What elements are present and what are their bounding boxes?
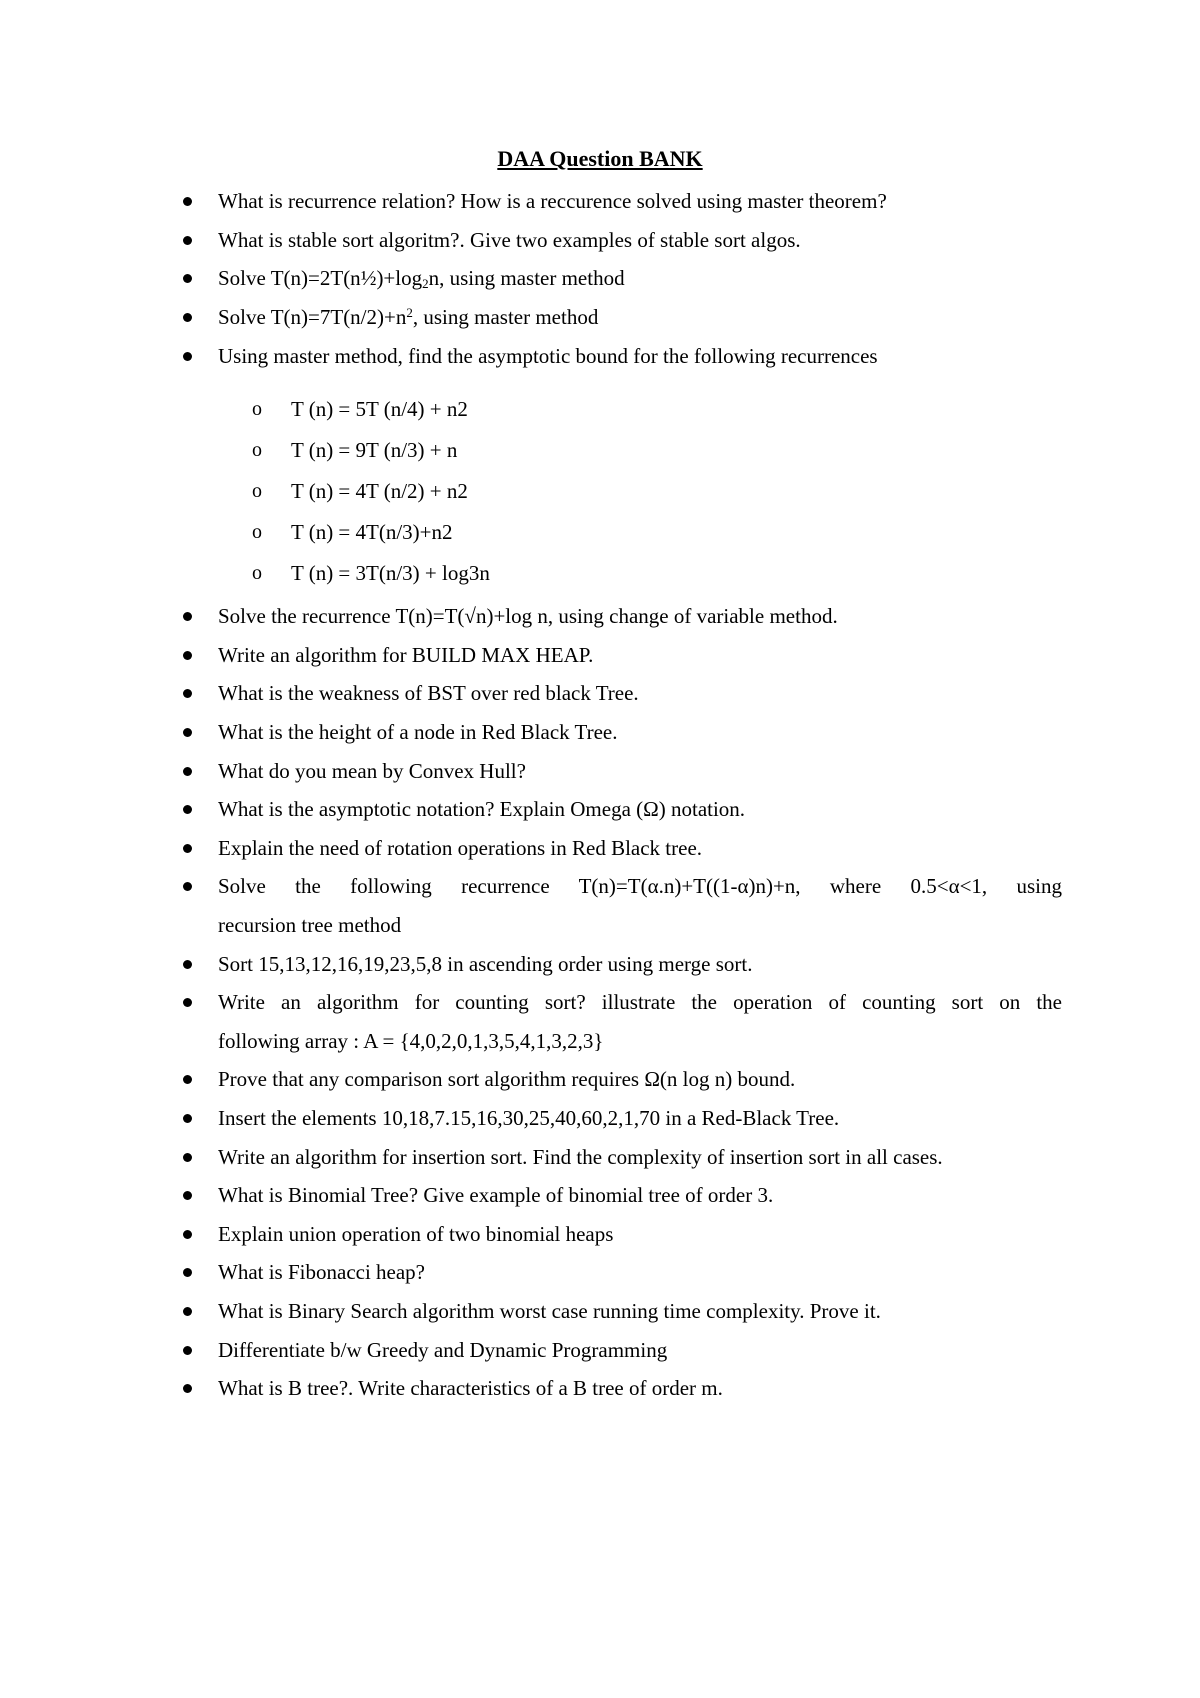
bullet-icon — [183, 197, 192, 206]
circle-bullet-icon: o — [252, 439, 262, 461]
list-item — [0, 673, 1200, 713]
list-item — [0, 751, 1200, 791]
question-text: Explain the need of rotation operations in Red Black tree. — [218, 836, 703, 860]
bullet-icon — [183, 1230, 192, 1239]
question-text: Differentiate b/w Greedy and Dynamic Programming — [218, 1338, 668, 1362]
list-item — [0, 596, 1200, 636]
bullet-icon — [183, 960, 192, 969]
sub-list-item — [0, 553, 1200, 593]
question-text: Using master method, find the asymptotic bound for the following recurrences — [218, 344, 878, 368]
bullet-icon — [183, 1346, 192, 1355]
bullet-icon — [183, 352, 192, 361]
list-item — [0, 1175, 1200, 1215]
bullet-icon — [183, 805, 192, 814]
recurrence-text: T (n) = 5T (n/4) + n2 — [291, 397, 468, 421]
question-text: What is Binomial Tree? Give example of binomial tree of order 3. — [218, 1183, 774, 1207]
question-text: Write an algorithm for insertion sort. Find the complexity of insertion sort in all cases. — [218, 1145, 943, 1169]
list-item — [0, 258, 1200, 298]
question-text: What is Binary Search algorithm worst case running time complexity. Prove it. — [218, 1299, 881, 1323]
list-item — [0, 635, 1200, 675]
question-text: Solve $T(n)=2T(n\frac{1}{2})+\log_2n$, using master method — [218, 266, 625, 291]
list-item-continuation — [0, 1021, 1200, 1061]
bullet-icon — [183, 1114, 192, 1123]
recurrence-text: T (n) = 9T (n/3) + n — [291, 438, 458, 462]
bullet-icon — [183, 998, 192, 1007]
list-item — [0, 1252, 1200, 1292]
question-text: What is Fibonacci heap? — [218, 1260, 426, 1284]
bullet-icon — [183, 651, 192, 660]
recurrence-text: T (n) = 4T (n/2) + n2 — [291, 479, 468, 503]
question-text: What is stable sort algoritm?. Give two examples of stable sort algos. — [218, 228, 801, 252]
list-item-continuation — [0, 905, 1200, 945]
bullet-icon — [183, 728, 192, 737]
bullet-icon — [183, 1384, 192, 1393]
list-item — [0, 1291, 1200, 1331]
sub-list-item — [0, 471, 1200, 511]
circle-bullet-icon: o — [252, 398, 262, 420]
list-item — [0, 1330, 1200, 1370]
list-item — [0, 1098, 1200, 1138]
question-text: What is the asymptotic notation? Explain Omega (Ω) notation. — [218, 797, 746, 821]
list-item — [0, 828, 1200, 868]
bullet-icon — [183, 882, 192, 891]
bullet-icon — [183, 1191, 192, 1200]
question-text: Solve $T(n)=7T(n/2)+n^2$, using master method — [218, 305, 599, 329]
question-text: Insert the elements 10,18,7.15,16,30,25,40,60,2,1,70 in a Red-Black Tree. — [218, 1106, 840, 1130]
question-text: What is B tree?. Write characteristics of a B tree of order m. — [218, 1376, 723, 1400]
list-item — [0, 789, 1200, 829]
question-text: Solve the following recurrence T(n)=T(α.n)+T((1-α)n)+n, where 0.5<α<1, using — [218, 874, 1062, 898]
list-item — [0, 297, 1200, 337]
list-item — [0, 1368, 1200, 1408]
question-text: Write an algorithm for counting sort? illustrate the operation of counting sort on the — [218, 990, 1062, 1014]
list-item — [0, 1214, 1200, 1254]
sub-list-item — [0, 389, 1200, 429]
bullet-icon — [183, 844, 192, 853]
question-text-continuation: following array : A = {4,0,2,0,1,3,5,4,1,3,2,3} — [218, 1029, 604, 1053]
bullet-icon — [183, 767, 192, 776]
sub-list-item — [0, 512, 1200, 552]
list-item — [0, 866, 1200, 906]
recurrence-text: T (n) = 4T(n/3)+n2 — [291, 520, 453, 544]
question-text: Solve the recurrence T(n)=T(√n)+log n, using change of variable method. — [218, 604, 838, 628]
bullet-icon — [183, 236, 192, 245]
question-text: What is the height of a node in Red Black Tree. — [218, 720, 618, 744]
bullet-icon — [183, 612, 192, 621]
bullet-icon — [183, 313, 192, 322]
bullet-icon — [183, 1268, 192, 1277]
page-title: DAA Question BANK — [497, 146, 703, 171]
list-item — [0, 944, 1200, 984]
list-item — [0, 336, 1200, 376]
question-text: Sort 15,13,12,16,19,23,5,8 in ascending order using merge sort. — [218, 952, 753, 976]
bullet-icon — [183, 1307, 192, 1316]
list-item — [0, 1137, 1200, 1177]
question-text: Write an algorithm for BUILD MAX HEAP. — [218, 643, 594, 667]
question-text-continuation: recursion tree method — [218, 913, 402, 937]
list-item — [0, 220, 1200, 260]
bullet-icon — [183, 274, 192, 283]
recurrence-text: T (n) = 3T(n/3) + log3n — [291, 561, 490, 585]
list-item — [0, 712, 1200, 752]
list-item — [0, 982, 1200, 1022]
bullet-icon — [183, 689, 192, 698]
circle-bullet-icon: o — [252, 562, 262, 584]
list-item — [0, 181, 1200, 221]
question-text: What is recurrence relation? How is a reccurence solved using master theorem? — [218, 189, 887, 213]
bullet-icon — [183, 1075, 192, 1084]
sub-list-item — [0, 430, 1200, 470]
question-text: Explain union operation of two binomial heaps — [218, 1222, 614, 1246]
question-text: What do you mean by Convex Hull? — [218, 759, 526, 783]
bullet-icon — [183, 1153, 192, 1162]
circle-bullet-icon: o — [252, 521, 262, 543]
question-text: Prove that any comparison sort algorithm requires Ω(n log n) bound. — [218, 1067, 796, 1091]
circle-bullet-icon: o — [252, 480, 262, 502]
question-text: What is the weakness of BST over red black Tree. — [218, 681, 639, 705]
list-item — [0, 1059, 1200, 1099]
